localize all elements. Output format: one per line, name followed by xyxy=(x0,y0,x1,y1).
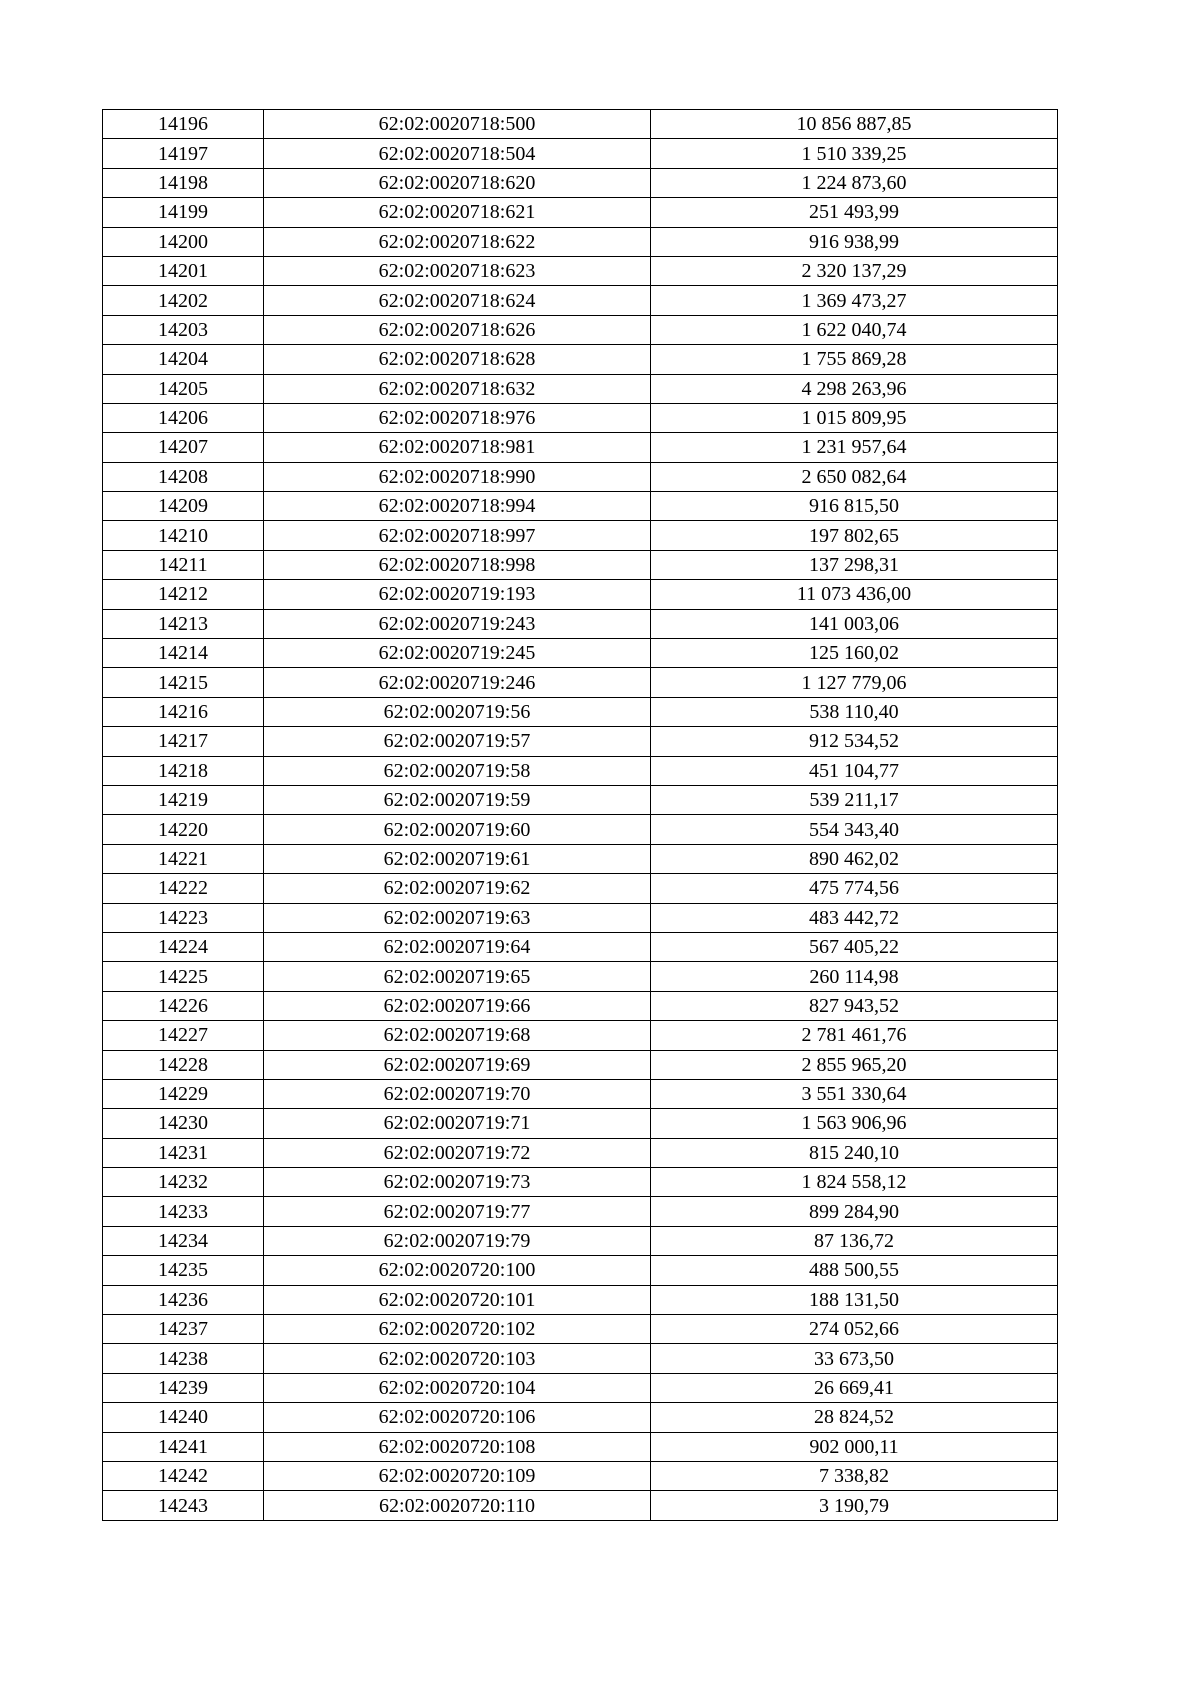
cadastral-number-cell: 62:02:0020719:56 xyxy=(264,697,651,726)
cadastral-value-cell: 2 781 461,76 xyxy=(651,1021,1058,1050)
cadastral-number-cell: 62:02:0020719:243 xyxy=(264,609,651,638)
cadastral-value-cell: 87 136,72 xyxy=(651,1226,1058,1255)
cadastral-value-cell: 912 534,52 xyxy=(651,727,1058,756)
cadastral-value-cell: 827 943,52 xyxy=(651,991,1058,1020)
cadastral-number-cell: 62:02:0020719:69 xyxy=(264,1050,651,1079)
table-row xyxy=(103,1432,1058,1461)
table-row xyxy=(103,462,1058,491)
cadastral-value-cell: 3 190,79 xyxy=(651,1491,1058,1520)
row-number-cell: 14197 xyxy=(103,139,264,168)
cadastral-number-cell: 62:02:0020718:622 xyxy=(264,227,651,256)
cadastral-number-cell: 62:02:0020719:71 xyxy=(264,1109,651,1138)
cadastral-number-cell: 62:02:0020718:500 xyxy=(264,110,651,139)
table-row xyxy=(103,286,1058,315)
cadastral-value-cell: 1 369 473,27 xyxy=(651,286,1058,315)
cadastral-number-cell: 62:02:0020719:73 xyxy=(264,1168,651,1197)
row-number-cell: 14222 xyxy=(103,874,264,903)
row-number-cell: 14201 xyxy=(103,256,264,285)
row-number-cell: 14232 xyxy=(103,1168,264,1197)
row-number-cell: 14241 xyxy=(103,1432,264,1461)
table-row xyxy=(103,874,1058,903)
table-row xyxy=(103,668,1058,697)
cadastral-number-cell: 62:02:0020719:62 xyxy=(264,874,651,903)
row-number-cell: 14220 xyxy=(103,815,264,844)
table-row xyxy=(103,1491,1058,1520)
table-row xyxy=(103,1138,1058,1167)
cadastral-value-cell: 483 442,72 xyxy=(651,903,1058,932)
table-row xyxy=(103,1168,1058,1197)
table-row xyxy=(103,345,1058,374)
cadastral-number-cell: 62:02:0020718:632 xyxy=(264,374,651,403)
table-row xyxy=(103,785,1058,814)
table-row xyxy=(103,1285,1058,1314)
table-row xyxy=(103,521,1058,550)
table-row xyxy=(103,1403,1058,1432)
table-row xyxy=(103,227,1058,256)
cadastral-value-cell: 7 338,82 xyxy=(651,1461,1058,1490)
table-row xyxy=(103,110,1058,139)
cadastral-number-cell: 62:02:0020718:997 xyxy=(264,521,651,550)
cadastral-value-cell: 26 669,41 xyxy=(651,1373,1058,1402)
cadastral-value-cell: 274 052,66 xyxy=(651,1315,1058,1344)
table-row xyxy=(103,1256,1058,1285)
row-number-cell: 14233 xyxy=(103,1197,264,1226)
cadastral-number-cell: 62:02:0020719:63 xyxy=(264,903,651,932)
cadastral-number-cell: 62:02:0020718:976 xyxy=(264,403,651,432)
cadastral-value-cell: 1 224 873,60 xyxy=(651,168,1058,197)
row-number-cell: 14209 xyxy=(103,492,264,521)
table-row xyxy=(103,932,1058,961)
row-number-cell: 14205 xyxy=(103,374,264,403)
cadastral-value-cell: 28 824,52 xyxy=(651,1403,1058,1432)
row-number-cell: 14240 xyxy=(103,1403,264,1432)
row-number-cell: 14225 xyxy=(103,962,264,991)
cadastral-number-cell: 62:02:0020718:504 xyxy=(264,139,651,168)
cadastral-number-cell: 62:02:0020720:103 xyxy=(264,1344,651,1373)
row-number-cell: 14229 xyxy=(103,1079,264,1108)
cadastral-value-cell: 125 160,02 xyxy=(651,639,1058,668)
cadastral-value-table xyxy=(102,109,1058,1521)
row-number-cell: 14217 xyxy=(103,727,264,756)
cadastral-number-cell: 62:02:0020718:628 xyxy=(264,345,651,374)
row-number-cell: 14236 xyxy=(103,1285,264,1314)
row-number-cell: 14234 xyxy=(103,1226,264,1255)
row-number-cell: 14221 xyxy=(103,844,264,873)
row-number-cell: 14237 xyxy=(103,1315,264,1344)
cadastral-value-cell: 1 824 558,12 xyxy=(651,1168,1058,1197)
row-number-cell: 14223 xyxy=(103,903,264,932)
row-number-cell: 14208 xyxy=(103,462,264,491)
cadastral-value-cell: 890 462,02 xyxy=(651,844,1058,873)
cadastral-value-cell: 916 938,99 xyxy=(651,227,1058,256)
cadastral-number-cell: 62:02:0020719:60 xyxy=(264,815,651,844)
row-number-cell: 14242 xyxy=(103,1461,264,1490)
cadastral-number-cell: 62:02:0020720:104 xyxy=(264,1373,651,1402)
table-row xyxy=(103,168,1058,197)
table-row xyxy=(103,1079,1058,1108)
cadastral-value-cell: 2 320 137,29 xyxy=(651,256,1058,285)
cadastral-value-cell: 916 815,50 xyxy=(651,492,1058,521)
cadastral-value-cell: 1 510 339,25 xyxy=(651,139,1058,168)
table-row xyxy=(103,727,1058,756)
cadastral-number-cell: 62:02:0020719:59 xyxy=(264,785,651,814)
row-number-cell: 14227 xyxy=(103,1021,264,1050)
cadastral-number-cell: 62:02:0020719:66 xyxy=(264,991,651,1020)
table-row xyxy=(103,1461,1058,1490)
row-number-cell: 14210 xyxy=(103,521,264,550)
cadastral-number-cell: 62:02:0020719:246 xyxy=(264,668,651,697)
cadastral-value-cell: 33 673,50 xyxy=(651,1344,1058,1373)
table-row xyxy=(103,374,1058,403)
cadastral-value-cell: 488 500,55 xyxy=(651,1256,1058,1285)
row-number-cell: 14231 xyxy=(103,1138,264,1167)
cadastral-number-cell: 62:02:0020719:58 xyxy=(264,756,651,785)
table-row xyxy=(103,433,1058,462)
table-row xyxy=(103,639,1058,668)
cadastral-number-cell: 62:02:0020718:621 xyxy=(264,198,651,227)
table-row xyxy=(103,550,1058,579)
table-row xyxy=(103,962,1058,991)
row-number-cell: 14211 xyxy=(103,550,264,579)
table-row xyxy=(103,1197,1058,1226)
table-row xyxy=(103,756,1058,785)
table-body xyxy=(103,110,1058,1521)
row-number-cell: 14218 xyxy=(103,756,264,785)
cadastral-value-cell: 554 343,40 xyxy=(651,815,1058,844)
table-row xyxy=(103,609,1058,638)
row-number-cell: 14219 xyxy=(103,785,264,814)
cadastral-number-cell: 62:02:0020720:101 xyxy=(264,1285,651,1314)
table-row xyxy=(103,198,1058,227)
cadastral-number-cell: 62:02:0020718:626 xyxy=(264,315,651,344)
row-number-cell: 14200 xyxy=(103,227,264,256)
cadastral-number-cell: 62:02:0020719:65 xyxy=(264,962,651,991)
cadastral-number-cell: 62:02:0020719:64 xyxy=(264,932,651,961)
row-number-cell: 14202 xyxy=(103,286,264,315)
cadastral-value-cell: 137 298,31 xyxy=(651,550,1058,579)
row-number-cell: 14204 xyxy=(103,345,264,374)
row-number-cell: 14207 xyxy=(103,433,264,462)
table-row xyxy=(103,1315,1058,1344)
cadastral-value-cell: 1 231 957,64 xyxy=(651,433,1058,462)
table-row xyxy=(103,492,1058,521)
cadastral-value-cell: 11 073 436,00 xyxy=(651,580,1058,609)
cadastral-value-cell: 1 127 779,06 xyxy=(651,668,1058,697)
cadastral-number-cell: 62:02:0020720:100 xyxy=(264,1256,651,1285)
cadastral-number-cell: 62:02:0020719:72 xyxy=(264,1138,651,1167)
cadastral-number-cell: 62:02:0020720:110 xyxy=(264,1491,651,1520)
table-row xyxy=(103,1226,1058,1255)
cadastral-number-cell: 62:02:0020718:990 xyxy=(264,462,651,491)
cadastral-value-cell: 902 000,11 xyxy=(651,1432,1058,1461)
cadastral-value-cell: 538 110,40 xyxy=(651,697,1058,726)
cadastral-value-cell: 141 003,06 xyxy=(651,609,1058,638)
cadastral-value-cell: 567 405,22 xyxy=(651,932,1058,961)
row-number-cell: 14238 xyxy=(103,1344,264,1373)
row-number-cell: 14216 xyxy=(103,697,264,726)
table-row xyxy=(103,1021,1058,1050)
table-row xyxy=(103,1373,1058,1402)
cadastral-number-cell: 62:02:0020719:77 xyxy=(264,1197,651,1226)
row-number-cell: 14228 xyxy=(103,1050,264,1079)
cadastral-value-cell: 539 211,17 xyxy=(651,785,1058,814)
cadastral-value-cell: 475 774,56 xyxy=(651,874,1058,903)
row-number-cell: 14224 xyxy=(103,932,264,961)
row-number-cell: 14230 xyxy=(103,1109,264,1138)
row-number-cell: 14214 xyxy=(103,639,264,668)
cadastral-value-cell: 2 650 082,64 xyxy=(651,462,1058,491)
cadastral-number-cell: 62:02:0020719:70 xyxy=(264,1079,651,1108)
cadastral-number-cell: 62:02:0020719:61 xyxy=(264,844,651,873)
cadastral-number-cell: 62:02:0020720:106 xyxy=(264,1403,651,1432)
table-row xyxy=(103,903,1058,932)
cadastral-number-cell: 62:02:0020719:193 xyxy=(264,580,651,609)
cadastral-number-cell: 62:02:0020718:624 xyxy=(264,286,651,315)
table-row xyxy=(103,815,1058,844)
cadastral-value-cell: 4 298 263,96 xyxy=(651,374,1058,403)
table-row xyxy=(103,580,1058,609)
cadastral-number-cell: 62:02:0020718:994 xyxy=(264,492,651,521)
cadastral-value-cell: 197 802,65 xyxy=(651,521,1058,550)
table-row xyxy=(103,403,1058,432)
row-number-cell: 14199 xyxy=(103,198,264,227)
cadastral-number-cell: 62:02:0020718:620 xyxy=(264,168,651,197)
cadastral-value-cell: 815 240,10 xyxy=(651,1138,1058,1167)
row-number-cell: 14243 xyxy=(103,1491,264,1520)
cadastral-value-cell: 188 131,50 xyxy=(651,1285,1058,1314)
row-number-cell: 14212 xyxy=(103,580,264,609)
cadastral-number-cell: 62:02:0020720:102 xyxy=(264,1315,651,1344)
row-number-cell: 14196 xyxy=(103,110,264,139)
cadastral-value-cell: 260 114,98 xyxy=(651,962,1058,991)
table-row xyxy=(103,697,1058,726)
table-row xyxy=(103,1050,1058,1079)
cadastral-number-cell: 62:02:0020718:981 xyxy=(264,433,651,462)
cadastral-number-cell: 62:02:0020718:623 xyxy=(264,256,651,285)
cadastral-number-cell: 62:02:0020719:245 xyxy=(264,639,651,668)
cadastral-value-cell: 1 755 869,28 xyxy=(651,345,1058,374)
cadastral-number-cell: 62:02:0020719:57 xyxy=(264,727,651,756)
row-number-cell: 14198 xyxy=(103,168,264,197)
cadastral-value-cell: 1 622 040,74 xyxy=(651,315,1058,344)
cadastral-number-cell: 62:02:0020720:109 xyxy=(264,1461,651,1490)
cadastral-number-cell: 62:02:0020718:998 xyxy=(264,550,651,579)
cadastral-value-cell: 2 855 965,20 xyxy=(651,1050,1058,1079)
row-number-cell: 14226 xyxy=(103,991,264,1020)
cadastral-value-cell: 1 563 906,96 xyxy=(651,1109,1058,1138)
row-number-cell: 14239 xyxy=(103,1373,264,1402)
cadastral-value-cell: 451 104,77 xyxy=(651,756,1058,785)
cadastral-number-cell: 62:02:0020719:79 xyxy=(264,1226,651,1255)
row-number-cell: 14215 xyxy=(103,668,264,697)
cadastral-value-cell: 899 284,90 xyxy=(651,1197,1058,1226)
cadastral-value-cell: 1 015 809,95 xyxy=(651,403,1058,432)
row-number-cell: 14206 xyxy=(103,403,264,432)
row-number-cell: 14213 xyxy=(103,609,264,638)
table-row xyxy=(103,139,1058,168)
table-row xyxy=(103,991,1058,1020)
table-row xyxy=(103,1344,1058,1373)
cadastral-value-cell: 251 493,99 xyxy=(651,198,1058,227)
row-number-cell: 14203 xyxy=(103,315,264,344)
cadastral-number-cell: 62:02:0020720:108 xyxy=(264,1432,651,1461)
table-row xyxy=(103,844,1058,873)
cadastral-number-cell: 62:02:0020719:68 xyxy=(264,1021,651,1050)
table-row xyxy=(103,256,1058,285)
table-row xyxy=(103,1109,1058,1138)
cadastral-value-cell: 10 856 887,85 xyxy=(651,110,1058,139)
cadastral-value-cell: 3 551 330,64 xyxy=(651,1079,1058,1108)
row-number-cell: 14235 xyxy=(103,1256,264,1285)
table-row xyxy=(103,315,1058,344)
